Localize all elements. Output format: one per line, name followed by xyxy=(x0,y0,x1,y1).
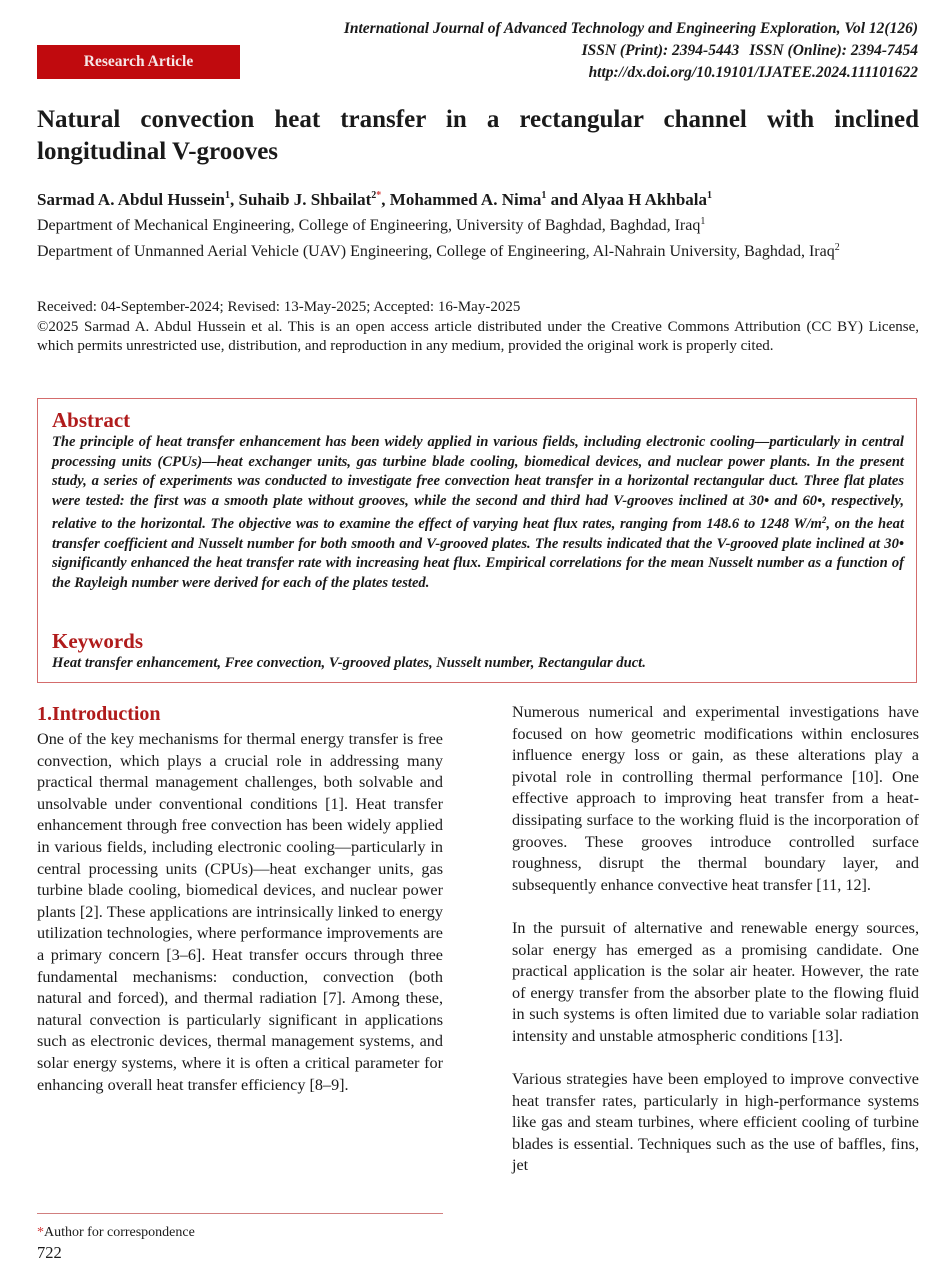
author-affil-mark: 1 xyxy=(541,190,547,201)
journal-issn xyxy=(344,40,918,62)
author-separator: , xyxy=(381,190,390,209)
author-list xyxy=(37,185,919,211)
keywords-heading: Keywords xyxy=(52,629,143,653)
author-affil-mark: 1 xyxy=(707,190,712,201)
introduction-heading: 1.Introduction xyxy=(37,703,161,725)
intro-paragraph-2: Numerous numerical and experimental investigations have focused on how geometric modifications within enclosures influence energy loss or gain, as these alterations play a pivotal role in controlling thermal performance [10]. One effective approach to improving heat transfer from a heat-dissipating surface to the working fluid is the incorporation of grooves. These grooves introduce controlled surface roughness, disrupt the thermal boundary layer, and subsequently enhance convective heat transfer [11, 12]. xyxy=(512,703,919,894)
author-name: Mohammed A. Nima xyxy=(389,190,542,209)
author-name: Alyaa H Akhbala xyxy=(581,190,707,209)
affiliation-2: Department of Unmanned Aerial Vehicle (UAV) Engineering, College of Engineering, Al-Nahrain University, Baghdad, Iraq$^2$ xyxy=(37,241,840,260)
abstract-text: The principle of heat transfer enhancement has been widely applied in various fields, including electronic cooling—particularly in central processing units (CPUs)—heat exchanger units, gas turbine blade cooling, biomedical devices, and nuclear power plants. In the present study, a series of experiments was conducted to investigate free convection heat transfer in a horizontal rectangular duct. Three flat plates were tested: the first was a smooth plate without grooves, while the second and third had V-grooves inclined at 30• and 60•, respectively, relative to the horizontal. The objective was to examine the effect of varying heat flux rates, ranging from 148.6 to 1248 $W/m^2$, on the heat transfer coefficient and Nusselt number for both smooth and V-grooved plates. The results indicated that the V-grooved plate inclined at 30• significantly enhanced the heat transfer rate with increasing heat flux. Empirical correlations for the mean Nusselt number as a function of the Rayleigh number were derived for each of the plates tested. xyxy=(52,434,904,591)
received-dates: Received: 04-September-2024; Revised: 13-May-2025; Accepted: 16-May-2025 xyxy=(37,299,521,315)
intro-paragraph-3: In the pursuit of alternative and renewable energy sources, solar energy has emerged as a promising candidate. One practical application is the solar air heater. However, the rate of energy transfer from the absorber plate to the flowing fluid in such systems is often limited due to variable solar radiation intensity and unstable atmospheric conditions [13]. xyxy=(512,918,919,1045)
abstract-heading: Abstract xyxy=(52,408,131,432)
asterisk-icon: * xyxy=(37,1225,44,1240)
article-title: Natural convection heat transfer in a rectangular channel with inclined longitudinal V-grooves xyxy=(37,106,919,165)
journal-name: International Journal of Advanced Technology and Engineering Exploration, Vol 12(126) xyxy=(343,20,918,37)
intro-paragraph-4: Various strategies have been employed to improve convective heat transfer rates, particularly in high-performance systems like gas and steam turbines, where efficient cooling of turbine blades is essential. Techniques such as the use of baffles, fins, jet xyxy=(512,1070,919,1175)
journal-header xyxy=(344,18,918,84)
left-column xyxy=(37,702,443,1096)
author-separator: , xyxy=(230,190,239,209)
affiliation-1: Department of Mechanical Engineering, College of Engineering, University of Baghdad, Baghdad, Iraq$^1$ xyxy=(37,216,706,234)
author-separator: and xyxy=(546,190,582,209)
author-name: Suhaib J. Shbailat xyxy=(238,190,372,209)
abstract-box xyxy=(37,398,917,683)
badge-label: Research Article xyxy=(83,53,194,70)
intro-paragraph-1: One of the key mechanisms for thermal energy transfer is free convection, which plays a crucial role in addressing many practical thermal management challenges, both solvable and unsolvable under conventional conditions [1]. Heat transfer enhancement through free convection has been widely applied in various fields, including electronic cooling—particularly in central processing units (CPUs)—heat exchanger units, gas turbine blade cooling, biomedical devices, and nuclear power plants [2]. These applications are intrinsically linked to energy utilization technologies, where performance improvements are a primary concern [3–6]. Heat transfer occurs through three fundamental mechanisms: conduction, convection (both natural and forced), and thermal radiation [7]. Among these, natural convection is particularly significant in applications such as electronic devices, thermal management systems, and solar energy systems, where it is often a critical parameter for enhancing overall heat transfer efficiency [8–9]. xyxy=(37,730,443,1094)
correspondence-footnote xyxy=(37,1224,195,1242)
affiliations xyxy=(37,211,919,262)
article-history xyxy=(37,298,919,357)
footnote-divider xyxy=(37,1213,443,1214)
doi-link[interactable]: http://dx.doi.org/10.19101/IJATEE.2024.111101622 xyxy=(588,64,918,81)
author-affil-mark: 1 xyxy=(225,190,231,201)
right-column xyxy=(512,702,919,1199)
author-affil-mark: 2* xyxy=(371,190,382,201)
footnote-text: Author for correspondence xyxy=(44,1225,195,1240)
issn-print: ISSN (Print): 2394-5443 xyxy=(581,42,740,59)
corresponding-author-mark: * xyxy=(376,190,382,201)
license-statement: ©2025 Sarmad A. Abdul Hussein et al. This is an open access article distributed under the Creative Commons Attribution (CC BY) License, which permits unrestricted use, distribution, and reproduction in any medium, provided the original work is properly cited. xyxy=(37,318,919,354)
keywords-text: Heat transfer enhancement, Free convection, V-grooved plates, Nusselt number, Rectangular duct. xyxy=(52,655,646,671)
research-article-badge xyxy=(37,45,240,79)
page-number: 722 xyxy=(37,1243,62,1262)
issn-online: ISSN (Online): 2394-7454 xyxy=(749,42,918,59)
author-name: Sarmad A. Abdul Hussein xyxy=(37,190,226,209)
